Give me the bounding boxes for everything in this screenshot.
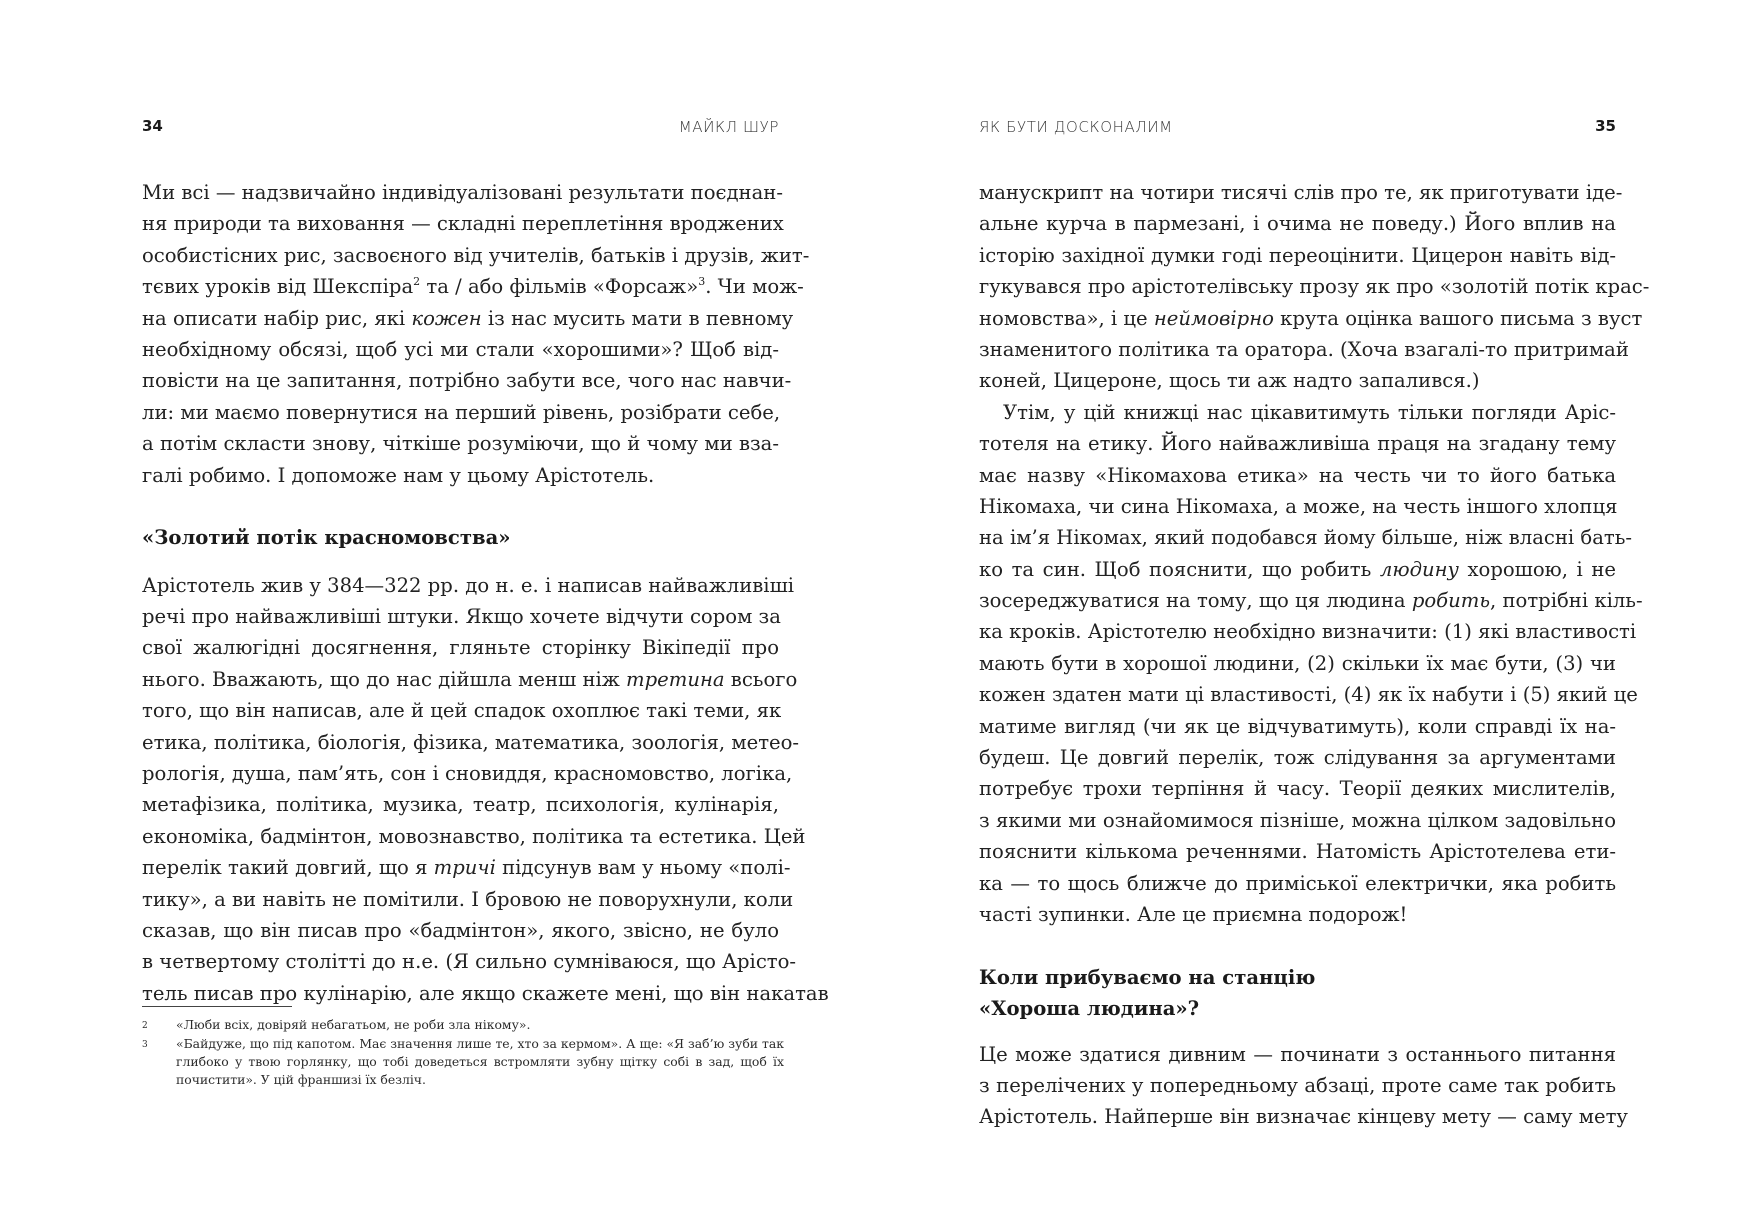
footnote-3 — [142, 1035, 787, 1089]
text-line: свої жалюгідні досягнення, гляньте сторінку Вікіпедії про — [142, 636, 779, 660]
footnotes — [142, 1016, 787, 1089]
left-page — [0, 0, 874, 1223]
paragraph — [142, 177, 810, 491]
running-head-title: ЯК БУТИ ДОСКОНАЛИМ — [979, 118, 1173, 136]
footnote-text: глибоко у твою горлянку, що тобі доведеться встромляти зубну щітку собі в зад, щоб їх — [176, 1054, 784, 1069]
text-line: часті зупинки. Але це приємна подорож! — [979, 902, 1408, 926]
text-line: Арістотель жив у 384—322 рр. до н. е. і написав найважливіші — [142, 573, 795, 597]
footnote-text: «Байдуже, що під капотом. Має значення лише те, хто за кермом». А ще: «Я заб’ю зуби так — [176, 1036, 784, 1051]
text-line: Це може здатися дивним — починати з останнього питання — [979, 1042, 1616, 1066]
text-line: галі робимо. І допоможе нам у цьому Арістотель. — [142, 463, 655, 487]
text-line: історію західної думки годі переоцінити. Цицерон навіть від- — [979, 243, 1616, 267]
body-column-left — [142, 177, 829, 1009]
text-line: в четвертому столітті до н.е. (Я сильно сумніваюся, що Арісто- — [142, 950, 797, 974]
text-line: пояснити кількома реченнями. Натомість Арістотелева ети- — [979, 840, 1616, 864]
paragraph — [979, 1039, 1628, 1133]
text-line: знаменитого політика та оратора. (Хоча взагалі-то притримай — [979, 337, 1629, 361]
text-line: потребує трохи терпіння й часу. Теорії деяких мислителів, — [979, 777, 1616, 801]
section-heading: Коли прибуваємо на станцію «Хороша людина»? — [979, 965, 1316, 1021]
footnote-text: почистити». У цій франшизі їх безліч. — [176, 1072, 426, 1087]
page-number: 34 — [142, 117, 163, 135]
text-line: того, що він написав, але й цей спадок охоплює такі теми, як — [142, 699, 782, 723]
text-line: тотеля на етику. Його найважливіша праця на згадану тему — [979, 432, 1616, 456]
text-line: етика, політика, біологія, фізика, математика, зоологія, метео- — [142, 730, 800, 754]
right-page — [874, 0, 1749, 1223]
text-line: метафізика, політика, музика, театр, психологія, кулінарія, — [142, 793, 779, 817]
text-line: матиме вигляд (чи як це відчуватимуть), коли справді їх на- — [979, 714, 1616, 738]
text-line: ня природи та виховання — складні переплетіння вроджених — [142, 212, 784, 236]
text-line: Арістотель. Найперше він визначає кінцеву мету — саму мету — [979, 1105, 1628, 1129]
paragraph — [979, 177, 1650, 397]
text-line: тель писав про кулінарію, але якщо скажете мені, що він накатав — [142, 981, 829, 1005]
text-line: необхідному обсязі, щоб усі ми стали «хорошими»? Щоб від- — [142, 337, 779, 361]
section-heading: «Золотий потік красномовства» — [142, 526, 511, 550]
text-line: а потім скласти знову, чіткіше розуміючи, що й чому ми вза- — [142, 432, 779, 456]
text-line: сказав, що він писав про «бадмінтон», якого, звісно, не було — [142, 918, 779, 942]
text-line: з якими ми ознайомимося пізніше, можна цілком задовільно — [979, 808, 1616, 832]
paragraph — [142, 570, 829, 1009]
text-line: тику», а ви навіть не помітили. І бровою не поворухнули, коли — [142, 887, 794, 911]
text-line: ко та син. Щоб пояснити, що робить людину хорошою, і не — [979, 557, 1616, 581]
text-line: номовства», і це неймовірно крута оцінка вашого письма з вуст — [979, 306, 1643, 330]
footnote-text: «Люби всіх, довіряй небагатьом, не роби зла нікому». — [176, 1017, 531, 1032]
text-line: з перелічених у попередньому абзаці, проте саме так робить — [979, 1073, 1616, 1097]
text-line: рологія, душа, пам’ять, сон і сновиддя, красномовство, логіка, — [142, 762, 793, 786]
text-line: на ім’я Нікомах, який подобався йому більше, ніж власні бать- — [979, 526, 1633, 550]
footnote-2 — [142, 1016, 787, 1035]
text-line: перелік такий довгий, що я тричі підсунув вам у ньому «полі- — [142, 856, 791, 880]
text-line: повісти на це запитання, потрібно забути все, чого нас навчи- — [142, 369, 792, 393]
text-line: альне курча в пармезані, і очима не поведу.) Його вплив на — [979, 212, 1616, 236]
text-line: має назву «Нікомахова етика» на честь чи то його батька — [979, 463, 1616, 487]
text-line: речі про найважливіші штуки. Якщо хочете відчути сором за — [142, 605, 781, 629]
text-line: ли: ми маємо повернутися на перший рівень, розібрати себе, — [142, 400, 781, 424]
text-line: особистісних рис, засвоєного від учителів, батьків і друзів, жит- — [142, 243, 810, 267]
text-line: кожен здатен мати ці властивості, (4) як їх набути і (5) який це — [979, 683, 1638, 707]
text-line: Утім, у цій книжці нас цікавитимуть тільки погляди Аріс- — [1003, 400, 1616, 424]
text-line: гукувався про арістотелівську прозу як про «золотій потік крас- — [979, 275, 1650, 299]
text-line: на описати набір рис, які кожен із нас мусить мати в певному — [142, 306, 794, 330]
running-head-author: МАЙКЛ ШУР — [678, 118, 779, 136]
footnote-ref[interactable]: 2 — [413, 275, 421, 289]
text-line: мають бути в хорошої людини, (2) скільки їх має бути, (3) чи — [979, 651, 1616, 675]
text-line: ка кроків. Арістотелю необхідно визначити: (1) які властивості — [979, 620, 1637, 644]
text-line: зосереджуватися на тому, що ця людина робить, потрібні кіль- — [979, 589, 1643, 613]
paragraph — [979, 397, 1643, 931]
page-number: 35 — [1595, 117, 1616, 135]
text-line: будеш. Це довгий перелік, тож слідування за аргументами — [979, 746, 1616, 770]
footnote-number: 3 — [142, 1040, 148, 1050]
text-line: Ми всі — надзвичайно індивідуалізовані результати поєднан- — [142, 181, 783, 204]
text-line: нього. Вважають, що до нас дійшла менш ніж третина всього — [142, 667, 798, 691]
text-line: манускрипт на чотири тисячі слів про те, як приготувати іде- — [979, 181, 1623, 204]
text-line: Нікомаха, чи сина Нікомаха, а може, на честь іншого хлопця — [979, 494, 1618, 518]
footnote-divider — [142, 1006, 292, 1007]
footnote-ref[interactable]: 3 — [698, 275, 706, 289]
footnote-number: 2 — [142, 1021, 148, 1031]
text-line: ка — то щось ближче до приміської електрички, яка робить — [979, 871, 1616, 895]
text-line: тєвих уроків від Шекспіра$^2$ та / або фільмів «Форсаж»$^3$. Чи мож- — [142, 275, 804, 299]
text-line: коней, Цицероне, щось ти аж надто запалився.) — [979, 369, 1480, 393]
text-line: економіка, бадмінтон, мовознавство, політика та естетика. Цей — [142, 824, 806, 848]
body-column-right — [979, 177, 1650, 1133]
